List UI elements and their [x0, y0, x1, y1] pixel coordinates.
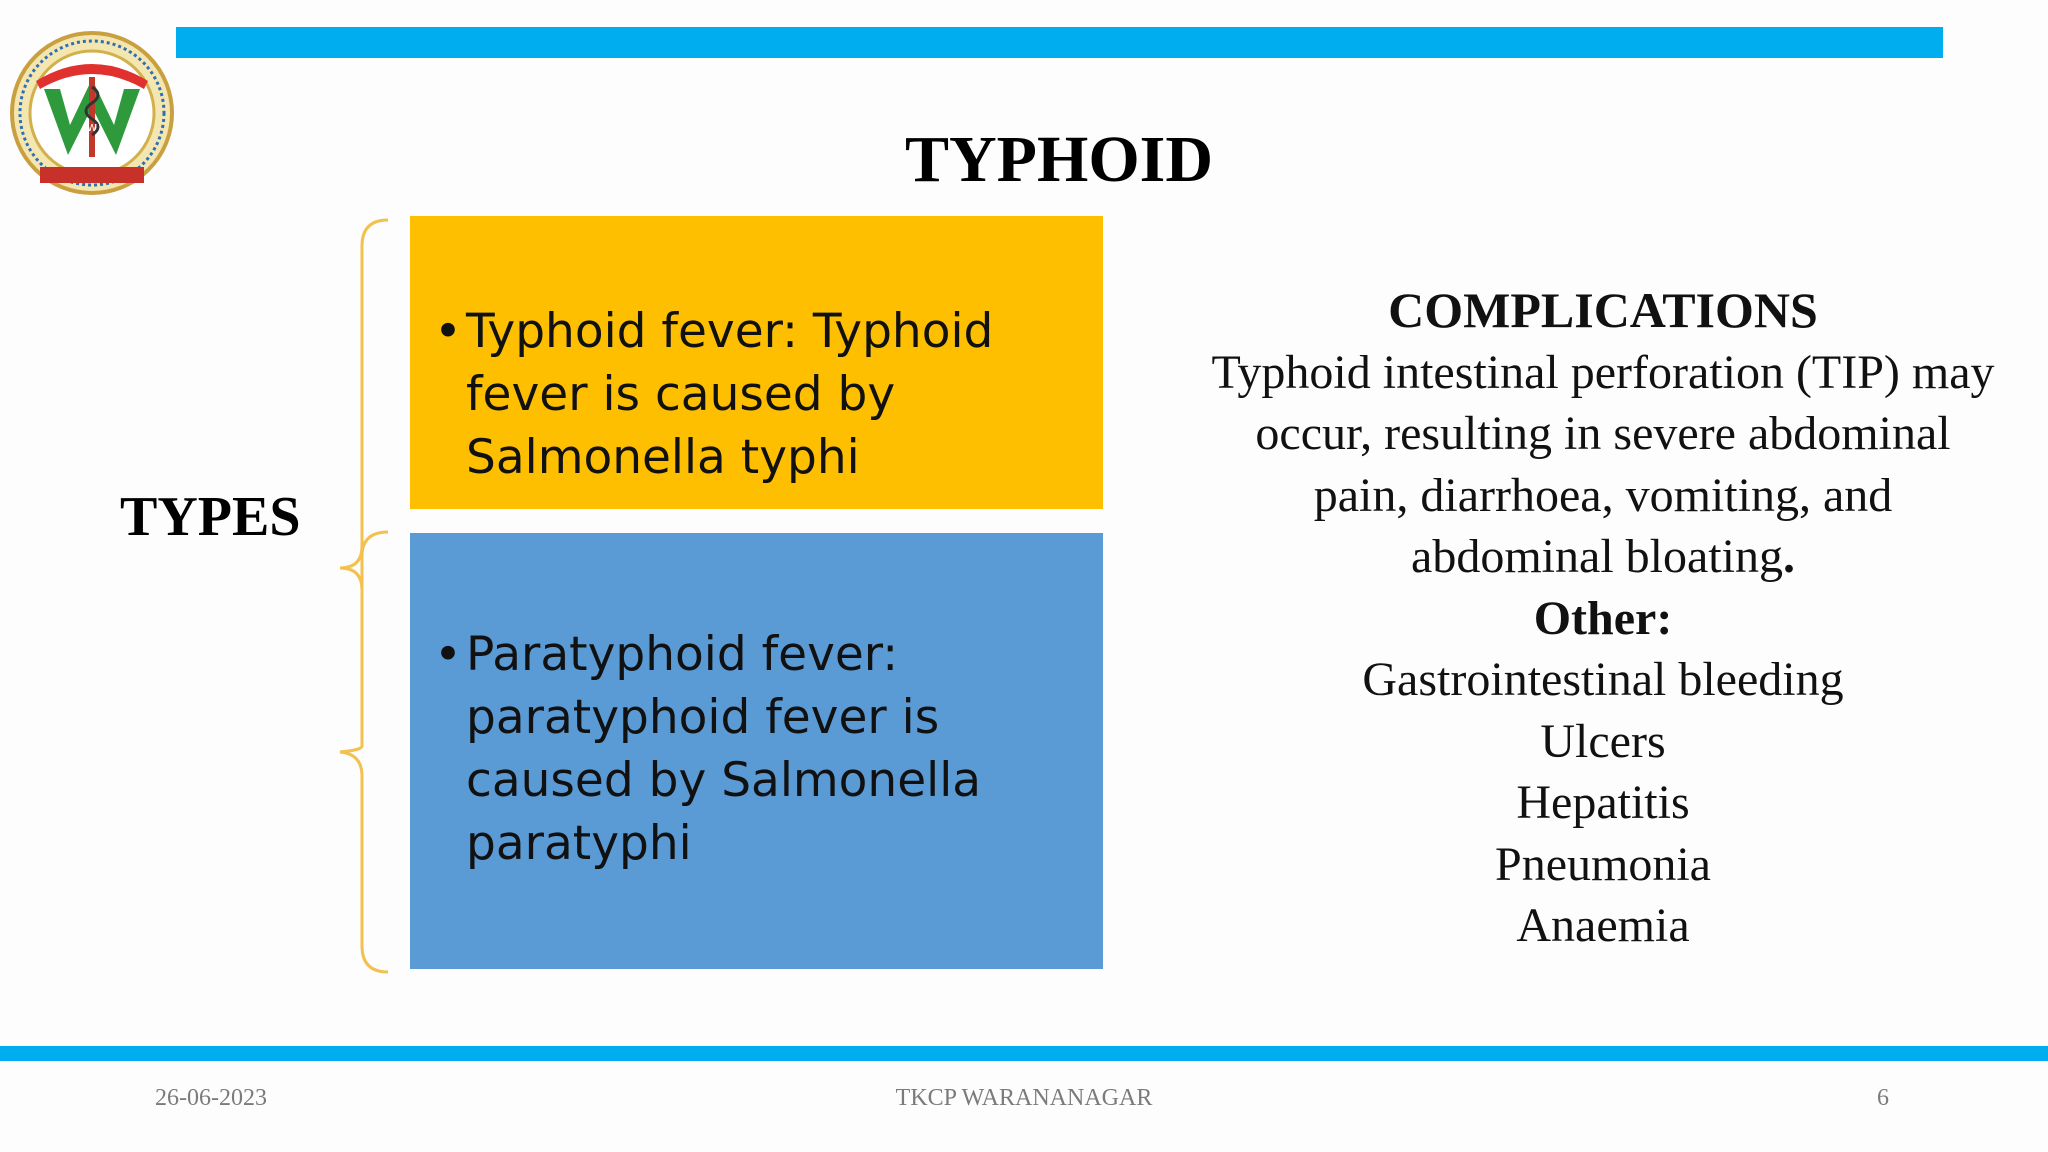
other-item: Anaemia — [1516, 899, 1690, 952]
paratyphoid-fever-text: Paratyphoid fever: paratyphoid fever is caused by Salmonella paratyphi — [466, 627, 982, 871]
typhoid-fever-box — [410, 216, 1103, 509]
bullet-icon: • — [434, 627, 462, 682]
top-accent-bar — [176, 27, 1943, 58]
other-label: Other: — [1533, 591, 1673, 645]
typhoid-fever-text: Typhoid fever: Typhoid fever is caused by Salmonella typhi — [466, 304, 994, 485]
footer-date: 26-06-2023 — [155, 1085, 267, 1111]
paratyphoid-fever-box — [410, 533, 1103, 969]
types-label: TYPES — [120, 486, 301, 548]
other-item: Pneumonia — [1495, 837, 1711, 891]
complications-text: Typhoid intestinal perforation (TIP) may occur, resulting in severe abdominal pain, diarrhoea, vomiting, and abdominal bloating. — [1211, 345, 1995, 583]
footer-accent-bar — [0, 1046, 2048, 1061]
other-item: Ulcers — [1540, 714, 1666, 768]
bracket-icon — [330, 216, 400, 976]
slide-title: TYPHOID — [904, 123, 1214, 196]
page-number: 6 — [1877, 1085, 1889, 1111]
other-item: Hepatitis — [1516, 776, 1690, 829]
svg-text:W: W — [87, 123, 97, 134]
complications-block — [1210, 280, 1996, 957]
other-item: Gastrointestinal bleeding — [1362, 653, 1844, 706]
bullet-icon: • — [434, 304, 462, 359]
footer-institution: TKCP WARANANAGAR — [895, 1085, 1153, 1111]
complications-heading: COMPLICATIONS — [1388, 282, 1818, 338]
